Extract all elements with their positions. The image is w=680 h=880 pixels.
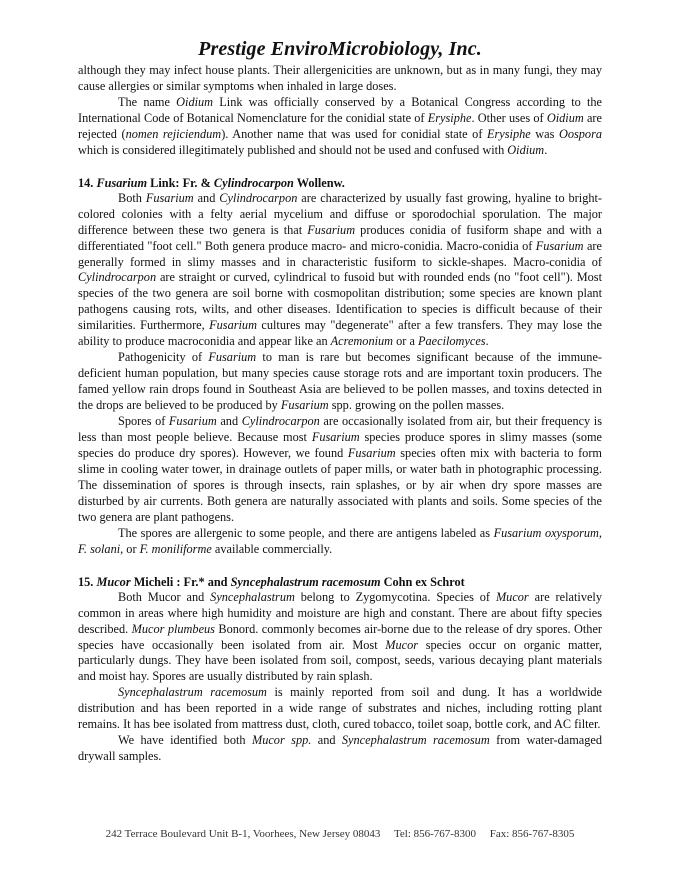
page-header-title: Prestige EnviroMicrobiology, Inc. [198, 38, 482, 60]
footer-tel: Tel: 856-767-8300 [393, 828, 476, 840]
section-15-heading [78, 574, 602, 590]
page-footer [0, 828, 680, 840]
italic-term: Cylindrocarpon [219, 190, 298, 205]
italic-term: Fusarium [280, 398, 329, 413]
italic-term: Syncephalastrum [210, 589, 295, 604]
section-15-paragraph-3: We have identified both Mucor spp. and Syncephalastrum racemosum from water-damaged drywall samples. [78, 733, 602, 764]
italic-term: Oidium [546, 110, 584, 125]
italic-term: Mucor [385, 637, 419, 652]
section-14-genus-1: Fusarium [96, 175, 148, 190]
section-15-genus-2: Syncephalastrum racemosum [230, 574, 381, 589]
italic-term: nomen rejiciendum [125, 126, 222, 141]
section-gap [78, 558, 602, 574]
italic-term: Syncephalastrum racemosum [341, 733, 490, 748]
section-14-paragraph-1: Both Fusarium and Cylindrocarpon are characterized by usually fast growing, hyaline to bright-colored colonies with a felty aerial mycelium and diffuse or sporodochial sporulation. The major difference between these two genera is that Fusarium produces conidia of fusiform shape and with a differentiated "foot cell." Both genera produce macro- and micro-conidia. Macro-conidia of Fusarium are generally formed in slimy masses and in characteristic fusiform to sickle-shapes. Macro-conidia of Cylindrocarpon are straight or curved, cylindrical to fusoid but with rounded ends (no "foot cell"). Most species of the two genera are soil borne with cosmopolitan distribution; some species are known plant pathogens causing rots, wilts, and other diseases. Identification to species is difficult because of their similarities. Furthermore, Fusarium cultures may "degenerate" after a few transfers. They may lose the ability to produce macroconidia and appear like an Acremonium or a Paecilomyces. [78, 190, 602, 349]
section-14-heading [78, 175, 602, 191]
italic-term: Fusarium [208, 350, 257, 365]
italic-term: Syncephalastrum racemosum [118, 685, 267, 700]
footer-fax: Fax: 856-767-8305 [489, 828, 575, 840]
italic-term: Erysiphe [487, 126, 531, 141]
section-14-number: 14. [78, 175, 94, 190]
section-15-dot: . [90, 574, 94, 589]
section-15-number: 15 [78, 574, 91, 589]
italic-term: Fusarium [311, 430, 360, 445]
italic-term: Oidium [507, 142, 545, 157]
italic-term: Mucor plumbeus [131, 621, 215, 636]
italic-term: Mucor spp. [251, 733, 312, 748]
italic-term: Fusarium [535, 238, 584, 253]
italic-term: Mucor [495, 589, 529, 604]
footer-address: 242 Terrace Boulevard Unit B-1, Voorhees, New Jersey 08043 [105, 828, 381, 840]
italic-term: Fusarium [145, 190, 194, 205]
italic-term: Cylindrocarpon [241, 414, 320, 429]
section-14-paragraph-2: Pathogenicity of Fusarium to man is rare but becomes significant because of the immune-deficient human population, but many species cause storage rots and are important toxin producers. The famed yellow rain drops found in Southeast Asia are believed to be pollen masses, and toxins detected in the drops are believed to be produced by Fusarium spp. growing on the pollen masses. [78, 350, 602, 413]
italic-term: Cylindrocarpon [78, 270, 157, 285]
section-15-author-1: Micheli : Fr.* and [130, 574, 231, 589]
italic-term: Paecilomyces [418, 334, 486, 349]
section-15-paragraph-2: Syncephalastrum racemosum is mainly reported from soil and dung. It has a worldwide distribution and has been reported in a wide range of substrates and niches, including rotting plant remains. It has bee isolated from mattress dust, cloth, cured tobacco, toilet soap, bottle cork, and AC filter. [78, 685, 603, 732]
intro-paragraph-2: The name Oidium Link was officially conserved by a Botanical Congress according to the International Code of Botanical Nomenclature for the conidial state of Erysiphe. Other uses of Oidium are rejected (nomen rejiciendum). Another name that was used for conidial state of Erysiphe was Oospora which is considered illegitimately published and should not be used and confused with Oidium. [78, 94, 603, 157]
italic-term: Fusarium [168, 414, 217, 429]
italic-term: Fusarium oxysporum [493, 525, 599, 540]
intro-paragraph-1: although they may infect house plants. Their allergenicities are unknown, but as in many fungi, they may cause allergies or similar symptoms when inhaled in large doses. [78, 63, 602, 93]
document-body [78, 63, 602, 765]
italic-term: Oidium [176, 94, 214, 109]
section-14-genus-2: Cylindrocarpon [213, 175, 294, 190]
italic-term: Fusarium [209, 318, 257, 333]
section-15-paragraph-1: Both Mucor and Syncephalastrum belong to Zygomycotina. Species of Mucor are relatively common in areas where high humidity and moisture are high and constant. There are about fifty species described. Mucor plumbeus Bonord. commonly becomes air-borne due to the release of dry spores. Other species have occasionally been isolated from air. Most Mucor species occur on organic matter, particularly dungs. They have been isolated from soil, compost, seeds, various decaying plant materials and moist hay. Spores are usually distributed by rain splash. [78, 589, 603, 684]
section-15-genus-1: Mucor [96, 574, 131, 589]
italic-term: Fusarium [347, 445, 396, 460]
section-14-author-1: Link: Fr. & [147, 175, 214, 190]
section-15-author-2: Cohn ex Schrot [380, 574, 465, 589]
italic-term: Erysiphe [427, 110, 472, 125]
section-14-author-2: Wollenw. [293, 175, 345, 190]
section-gap [78, 159, 602, 175]
section-14-paragraph-4: The spores are allergenic to some people, and there are antigens labeled as Fusarium oxysporum, F. solani, or F. moniliforme available commercially. [78, 525, 602, 556]
italic-term: Acremonium [330, 334, 394, 349]
italic-term: Oospora [558, 126, 603, 141]
section-14-paragraph-3: Spores of Fusarium and Cylindrocarpon are occasionally isolated from air, but their frequency is less than most people believe. Because most Fusarium species produce spores in slimy masses (some species do produce dry spores). However, we found Fusarium species often mix with bacteria to form slime in cooling water tower, in drainage outlets of paper mills, or water bath in photographic processing. The dissemination of spores is through insects, rain splashes, or by air when dry spore masses are disturbed by air currents. Both genera are naturally associated with plants and soils. Some species of the two genera are plant pathogens. [78, 414, 603, 524]
italic-term: F. solani [78, 541, 121, 556]
italic-term: F. moniliforme [139, 541, 212, 556]
italic-term: Fusarium [307, 222, 356, 237]
